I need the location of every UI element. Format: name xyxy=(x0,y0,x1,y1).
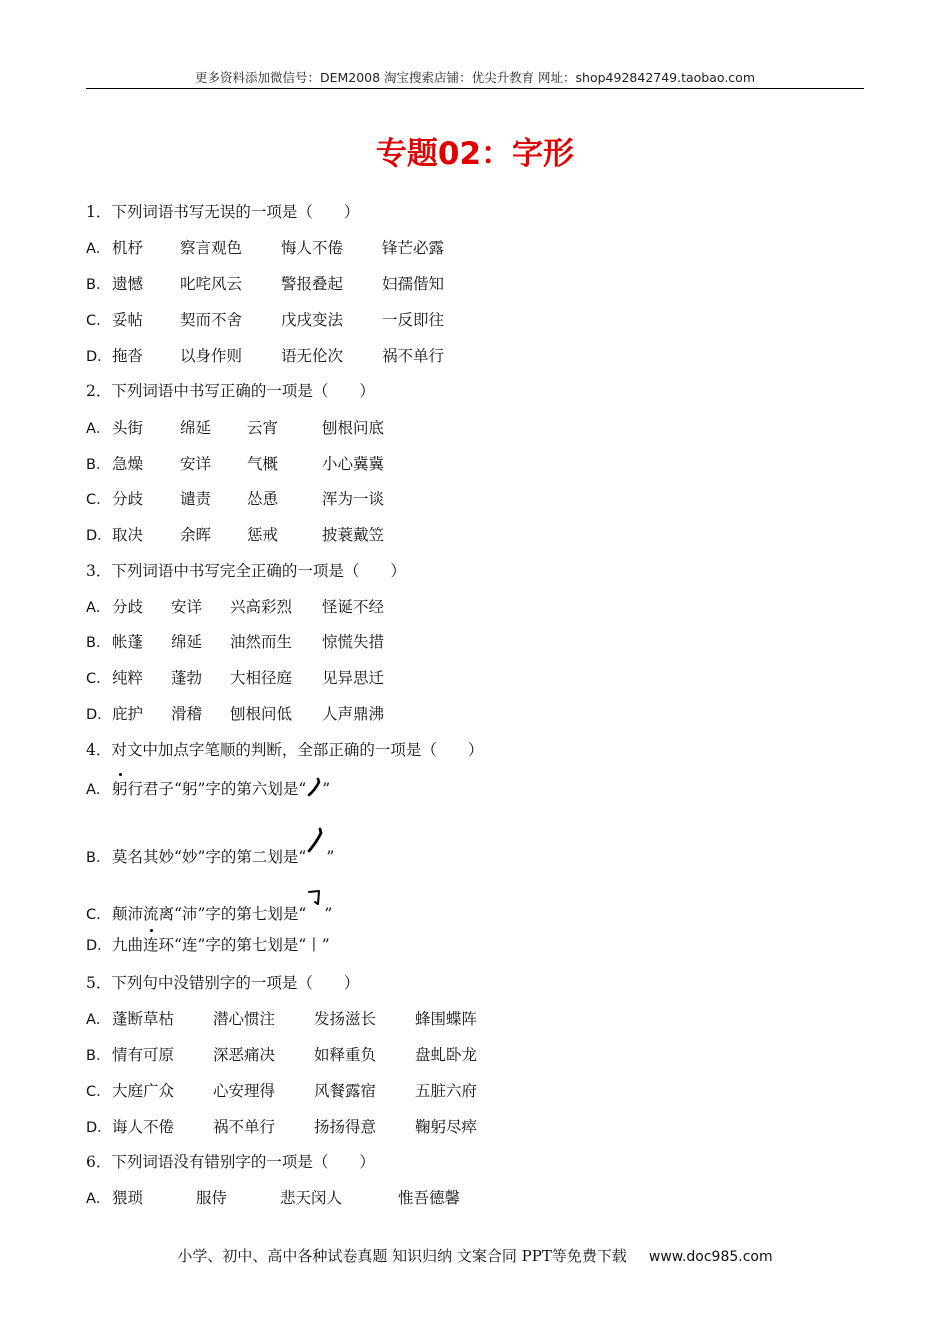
option-row xyxy=(86,887,332,925)
option-word: 惩戒 xyxy=(247,526,279,544)
option-word: 如释重负 xyxy=(314,1046,377,1064)
option-word: 绵延 xyxy=(180,419,212,437)
option-letter: B． xyxy=(86,1048,111,1064)
option-word: 安详 xyxy=(171,598,203,616)
option-letter: A． xyxy=(86,600,111,616)
question-stem: 3．下列词语中书写完全正确的一项是（ ） xyxy=(86,562,406,580)
option-word: 帐蓬 xyxy=(112,633,144,651)
option-row xyxy=(86,346,786,367)
option-word: 急燥 xyxy=(112,455,144,473)
option-row xyxy=(86,668,786,689)
option-letter: D． xyxy=(86,1120,112,1136)
page-header: 更多资料添加微信号：DEM2008 淘宝搜索店铺：优尖升教育 网址：shop492842749.taobao.com xyxy=(194,70,756,85)
option-word: 机杼 xyxy=(112,239,144,257)
question-stem: 5．下列句中没错别字的一项是（ ） xyxy=(86,974,360,992)
option-word: 怪诞不经 xyxy=(322,598,385,616)
footer-text: 小学、初中、高中各种试卷真题 知识归纳 文案合同 PPT等免费下载 xyxy=(177,1247,627,1265)
option-letter: B． xyxy=(86,850,111,866)
option-letter: C． xyxy=(86,1084,111,1100)
option-row xyxy=(86,1188,786,1209)
option-row xyxy=(86,632,786,653)
option-letter: C． xyxy=(86,671,111,687)
option-word: 警报叠起 xyxy=(281,275,344,293)
option-letter: A． xyxy=(86,421,111,437)
option-word: 五脏六府 xyxy=(415,1082,478,1100)
option-text: “妙”字的第二划是“ xyxy=(174,848,307,866)
option-text-pre: 九曲 xyxy=(112,936,144,954)
option-word: 油然而生 xyxy=(230,633,293,651)
option-word: 一反即往 xyxy=(382,311,445,329)
option-word: 遗憾 xyxy=(112,275,144,293)
option-letter: A． xyxy=(86,782,111,798)
option-word: 猥琐 xyxy=(112,1189,144,1207)
option-word: 妥帖 xyxy=(112,311,144,329)
option-word: 盘虬卧龙 xyxy=(415,1046,478,1064)
option-word: 滑稽 xyxy=(171,705,203,723)
option-word: 纯粹 xyxy=(112,669,144,687)
option-text-post: ” xyxy=(324,905,333,923)
option-word: 风餐露宿 xyxy=(314,1082,377,1100)
stroke-hengzhegou-icon xyxy=(306,887,324,911)
option-letter: B． xyxy=(86,277,111,293)
question-stem: 4．对文中加点字笔顺的判断，全部正确的一项是（ ） xyxy=(86,741,484,759)
option-word: 惟吾德馨 xyxy=(398,1189,461,1207)
option-word: 分歧 xyxy=(112,598,144,616)
option-row xyxy=(86,776,330,800)
option-row xyxy=(86,1081,786,1102)
option-text-post: ” xyxy=(326,848,335,866)
header-rule xyxy=(86,88,864,89)
stroke-pie-icon xyxy=(306,826,326,856)
option-text-post: ” xyxy=(322,780,331,798)
option-word: 蜂围蝶阵 xyxy=(415,1010,478,1028)
option-word: 以身作则 xyxy=(180,347,243,365)
option-word: 深恶痛决 xyxy=(213,1046,276,1064)
option-row xyxy=(86,489,786,510)
option-word: 叱咤风云 xyxy=(180,275,243,293)
option-row xyxy=(86,826,334,868)
option-word: 浑为一谈 xyxy=(322,490,385,508)
option-character: 妙 xyxy=(158,848,175,866)
footer-url: www.doc985.com xyxy=(648,1249,773,1265)
option-word: 绵延 xyxy=(171,633,203,651)
option-letter: C． xyxy=(86,907,111,923)
option-row xyxy=(86,418,786,439)
question-stem: 6．下列词语没有错别字的一项是（ ） xyxy=(86,1153,375,1171)
option-row xyxy=(86,454,786,475)
option-word: 潜心惯注 xyxy=(213,1010,276,1028)
option-word: 头街 xyxy=(112,419,144,437)
option-word: 心安理得 xyxy=(213,1082,276,1100)
option-word: 蓬勃 xyxy=(171,669,203,687)
option-word: 鞠躬尽瘁 xyxy=(415,1118,478,1136)
page-footer xyxy=(0,1245,950,1266)
option-row xyxy=(86,238,786,259)
option-word: 余晖 xyxy=(180,526,212,544)
option-text: 行君子“躬”字的第六划是“ xyxy=(127,780,307,798)
option-word: 扬扬得意 xyxy=(314,1118,377,1136)
option-text: 流离“沛”字的第七划是“ xyxy=(143,905,307,923)
option-word: 安详 xyxy=(180,455,212,473)
option-word: 气概 xyxy=(247,455,279,473)
option-row xyxy=(86,704,786,725)
option-character: 沛 xyxy=(127,905,144,923)
page-title: 专题02：字形 xyxy=(375,136,575,172)
option-word: 刨根问底 xyxy=(322,419,385,437)
option-letter: D． xyxy=(86,349,112,365)
option-text: 环“连”字的第七划是“丨” xyxy=(158,936,330,954)
option-word: 谴责 xyxy=(180,490,212,508)
option-letter: D． xyxy=(86,528,112,544)
option-row xyxy=(86,1117,786,1138)
option-word: 妇孺偕知 xyxy=(382,275,445,293)
option-word: 见异思迁 xyxy=(322,669,385,687)
option-word: 怂恿 xyxy=(247,490,279,508)
option-word: 惊慌失措 xyxy=(322,633,385,651)
option-word: 披蓑戴笠 xyxy=(322,526,385,544)
option-letter: B． xyxy=(86,635,111,651)
option-letter: C． xyxy=(86,492,111,508)
option-row xyxy=(86,1045,786,1066)
option-row xyxy=(86,310,786,331)
option-letter: D． xyxy=(86,707,112,723)
option-word: 戊戌变法 xyxy=(281,311,344,329)
option-letter: D． xyxy=(86,938,112,954)
option-word: 祸不单行 xyxy=(382,347,445,365)
option-row xyxy=(86,525,786,546)
option-row xyxy=(86,935,330,956)
option-word: 小心冀冀 xyxy=(322,455,385,473)
option-word: 云宵 xyxy=(247,419,279,437)
option-word: 兴高彩烈 xyxy=(230,598,293,616)
option-word: 悲天闵人 xyxy=(280,1189,343,1207)
option-word: 祸不单行 xyxy=(213,1118,276,1136)
option-letter: C． xyxy=(86,313,111,329)
option-word: 契而不舍 xyxy=(180,311,243,329)
option-letter: A． xyxy=(86,241,111,257)
option-row xyxy=(86,274,786,295)
option-word: 发扬滋长 xyxy=(314,1010,377,1028)
option-word: 察言观色 xyxy=(180,239,243,257)
option-word: 刨根问低 xyxy=(230,705,293,723)
option-word: 情有可原 xyxy=(112,1046,175,1064)
dotted-character: 躬 xyxy=(112,780,128,798)
option-word: 大相径庭 xyxy=(230,669,293,687)
option-word: 悔人不倦 xyxy=(281,239,344,257)
question-stem: 1．下列词语书写无误的一项是（ ） xyxy=(86,203,360,221)
option-text-pre: 莫名其 xyxy=(112,848,159,866)
option-word: 语无伦次 xyxy=(281,347,344,365)
option-letter: A． xyxy=(86,1191,111,1207)
option-word: 拖沓 xyxy=(112,347,144,365)
option-word: 锋芒必露 xyxy=(382,239,445,257)
option-word: 诲人不倦 xyxy=(112,1118,175,1136)
stroke-pie-icon xyxy=(306,776,322,798)
option-word: 取决 xyxy=(112,526,144,544)
question-stem: 2．下列词语中书写正确的一项是（ ） xyxy=(86,382,375,400)
option-word: 分歧 xyxy=(112,490,144,508)
option-word: 大庭广众 xyxy=(112,1082,175,1100)
option-row xyxy=(86,1009,786,1030)
option-text-pre: 颠 xyxy=(112,905,128,923)
option-letter: B． xyxy=(86,457,111,473)
dotted-character: 连 xyxy=(143,936,159,954)
option-word: 庇护 xyxy=(112,705,144,723)
option-word: 服侍 xyxy=(196,1189,228,1207)
option-word: 蓬断草枯 xyxy=(112,1010,175,1028)
option-word: 人声鼎沸 xyxy=(322,705,385,723)
option-letter: A． xyxy=(86,1012,111,1028)
option-row xyxy=(86,597,786,618)
